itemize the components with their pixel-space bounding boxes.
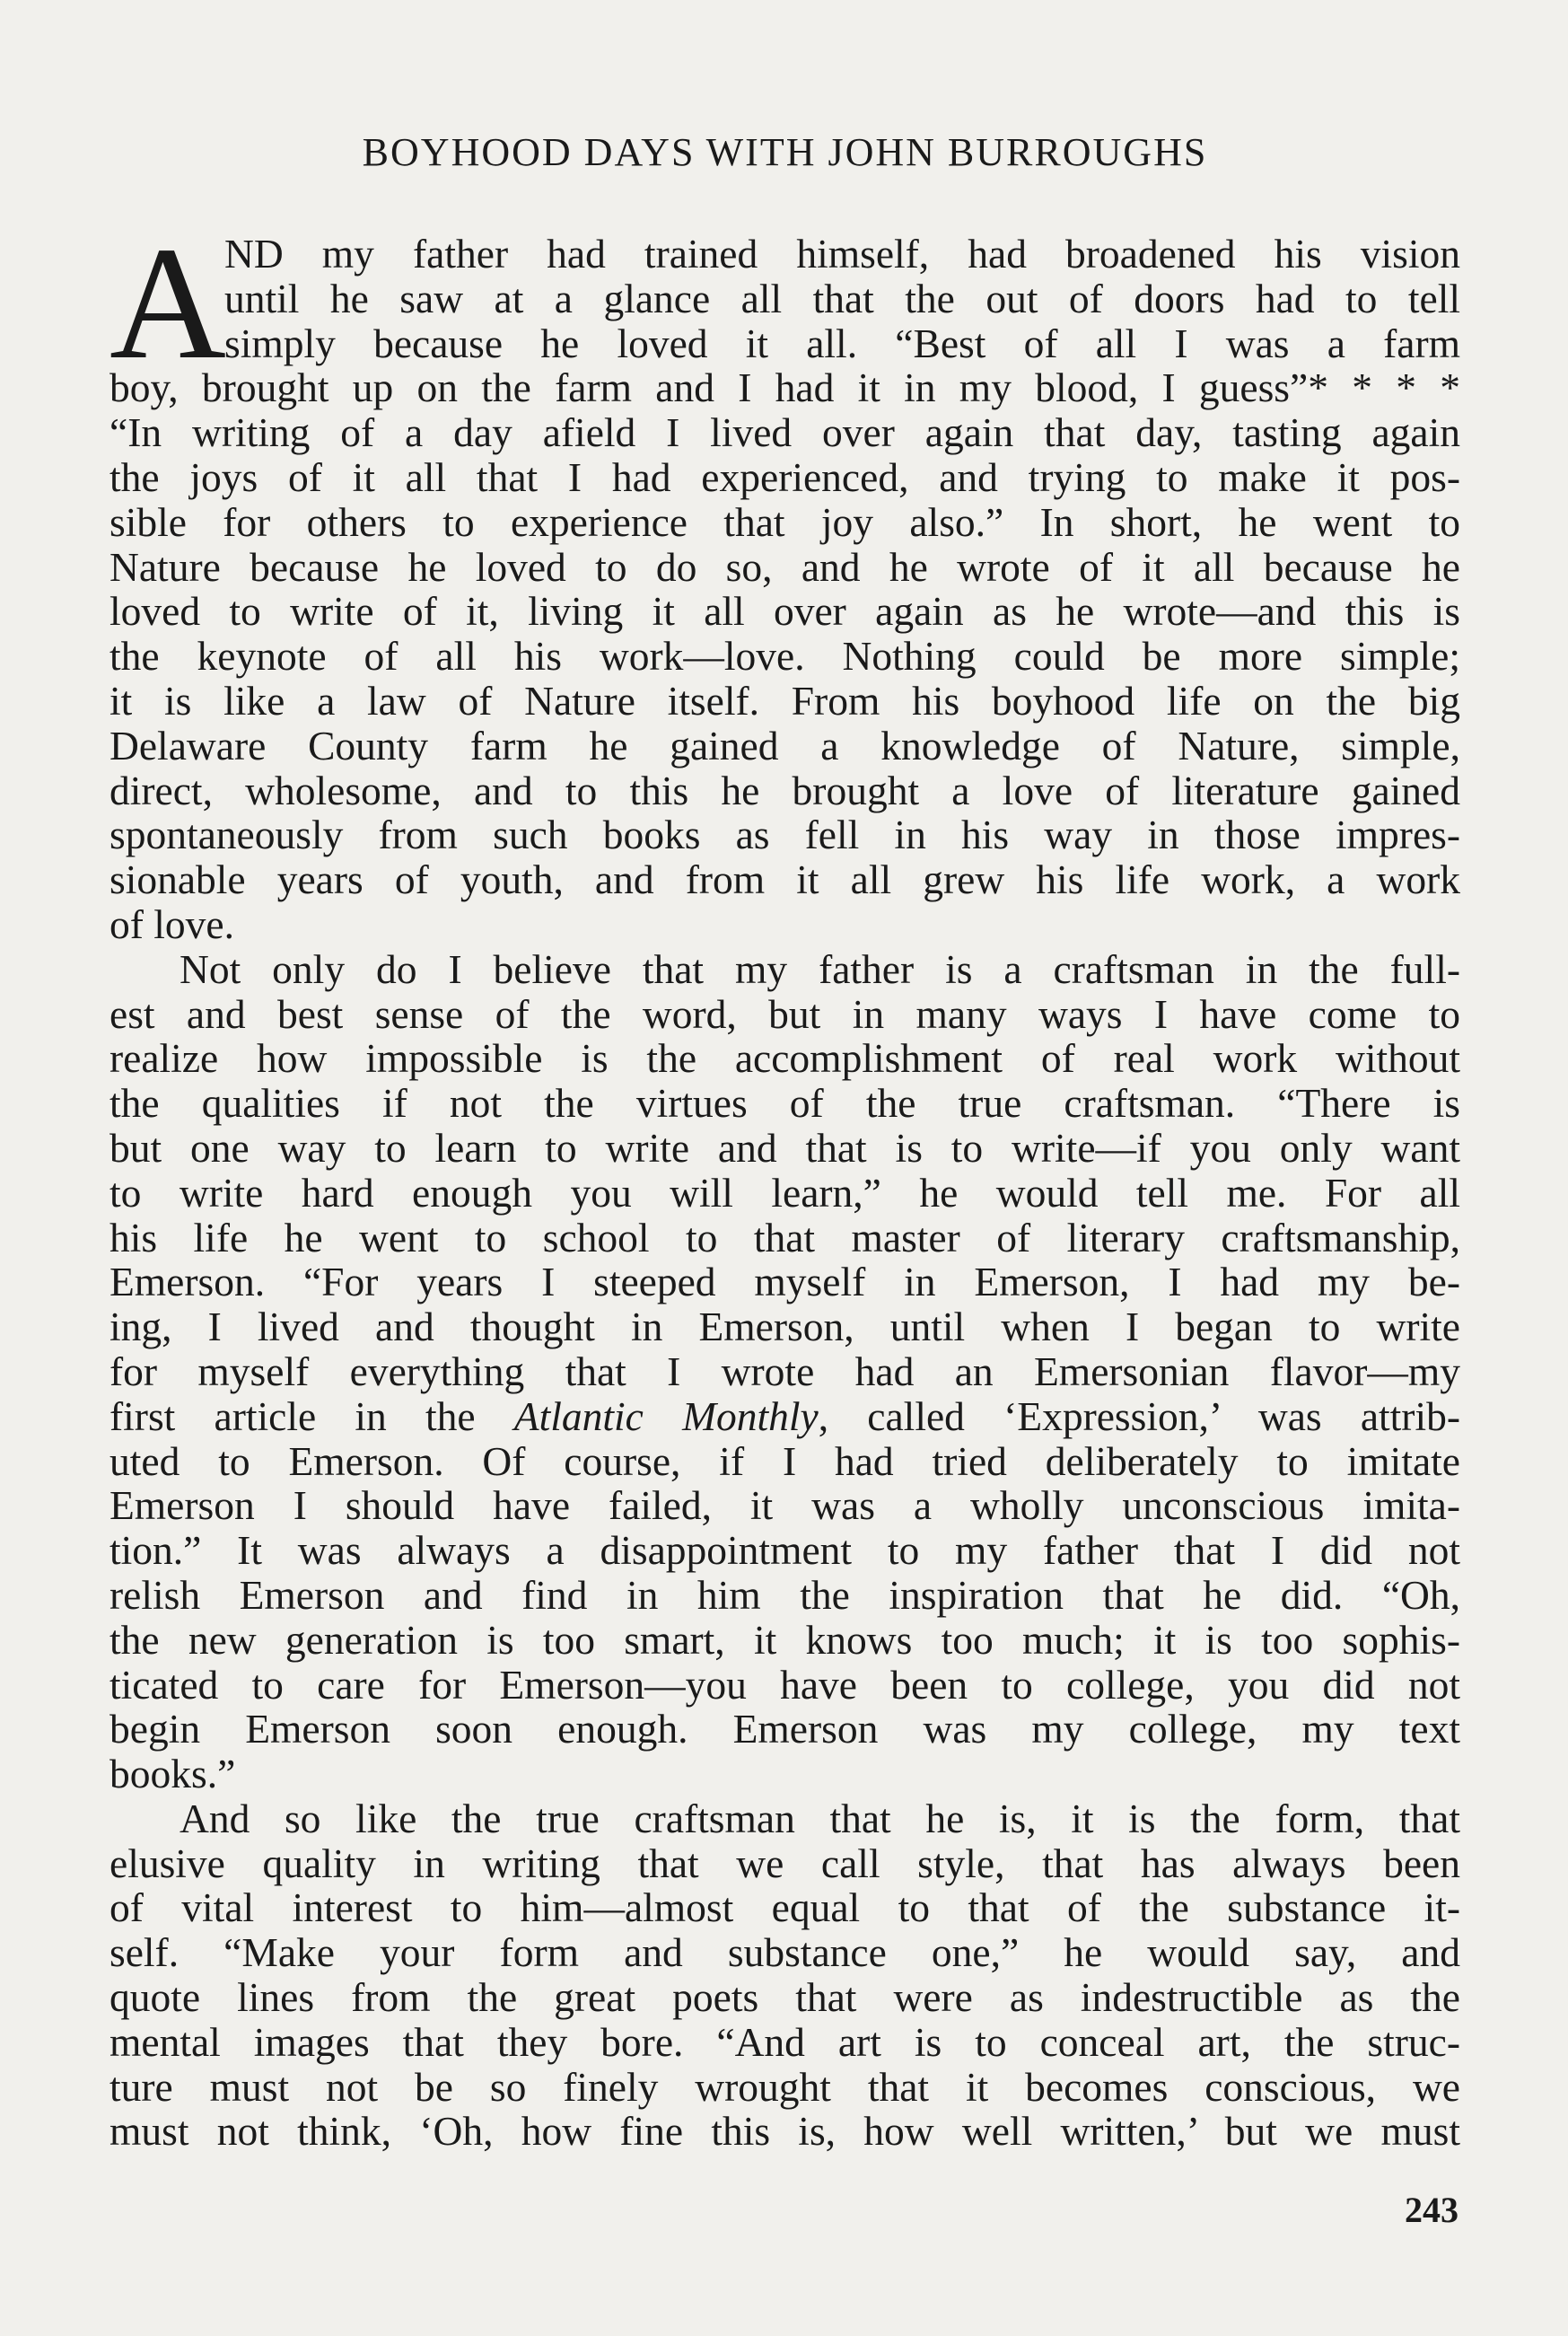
magazine-title: Atlantic Monthly xyxy=(513,1392,819,1439)
text-line: Emerson. “For years I steeped myself in Emerson, I had my be- xyxy=(109,1259,1460,1305)
text-line: sible for others to experience that joy also.” In short, he went to xyxy=(109,498,1460,545)
text-line: Nature because he loved to do so, and he wrote of it all because he xyxy=(109,543,1460,590)
text-line-with-italic xyxy=(109,1394,1460,1439)
text-line: the joys of it all that I had experienced, and trying to make it pos- xyxy=(109,453,1460,500)
text-line: spontaneously from such books as fell in his way in those impres- xyxy=(109,812,1460,858)
drop-cap: A xyxy=(109,214,226,392)
text-line: ture must not be so finely wrought that it becomes conscious, we xyxy=(109,2063,1460,2110)
text-line: his life he went to school to that master of literary craftsmanship, xyxy=(109,1214,1460,1260)
text-line: loved to write of it, living it all over again as he wrote—and this is xyxy=(109,588,1460,635)
text-line: tion.” It was always a disappointment to my father that I did not xyxy=(109,1527,1460,1574)
line-tail: , called ‘Expression,’ was attrib- xyxy=(818,1392,1460,1439)
text-line: realize how impossible is the accomplishment of real work without xyxy=(109,1035,1460,1082)
text-line: Emerson I should have failed, it was a wholly unconscious imita- xyxy=(109,1482,1460,1529)
text-line: simply because he loved it all. “Best of all I was a farm xyxy=(224,320,1460,366)
text-line: until he saw at a glance all that the out of doors had to tell xyxy=(224,275,1460,321)
text-line: ND my father had trained himself, had broadened his vision xyxy=(224,231,1460,277)
text-line: the new generation is too smart, it knows too much; it is too sophis- xyxy=(109,1616,1460,1663)
text-line: of vital interest to him—almost equal to that of the substance it- xyxy=(109,1884,1460,1931)
text-line: Delaware County farm he gained a knowledge of Nature, simple, xyxy=(109,722,1460,768)
text-line: for myself everything that I wrote had an Emersonian flavor—my xyxy=(109,1348,1460,1394)
text-line: it is like a law of Nature itself. From his boyhood life on the big xyxy=(109,677,1460,724)
text-line: of love. xyxy=(109,900,234,947)
body-text xyxy=(109,214,1460,2155)
text-line: quote lines from the great poets that were as indestructible as the xyxy=(109,1974,1460,2021)
text-line: ing, I lived and thought in Emerson, until when I began to write xyxy=(109,1304,1460,1350)
text-line: direct, wholesome, and to this he brought a love of literature gained xyxy=(109,767,1460,813)
text-line: elusive quality in writing that we call style, that has always been xyxy=(109,1840,1460,1886)
text-line: sionable years of youth, and from it all grew his life work, a work xyxy=(109,856,1460,903)
text-line: must not think, ‘Oh, how fine this is, how well written,’ but we must xyxy=(109,2108,1460,2155)
text-line: ticated to care for Emerson—you have been to college, you did not xyxy=(109,1661,1460,1708)
text-line: est and best sense of the word, but in many ways I have come to xyxy=(109,990,1460,1037)
text-line: “In writing of a day afield I lived over again that day, tasting again xyxy=(109,409,1460,456)
text-line: mental images that they bore. “And art is to conceal art, the struc- xyxy=(109,2018,1460,2065)
text-line: And so like the true craftsman that he is, it is the form, that xyxy=(180,1795,1460,1841)
text-line: relish Emerson and find in him the inspiration that he did. “Oh, xyxy=(109,1571,1460,1618)
line-head: first article in the xyxy=(109,1392,514,1439)
text-line: begin Emerson soon enough. Emerson was my college, my text xyxy=(109,1706,1460,1752)
text-line: but one way to learn to write and that is to write—if you only want xyxy=(109,1124,1460,1171)
text-line: self. “Make your form and substance one,” he would say, and xyxy=(109,1929,1460,1976)
text-line: boy, brought up on the farm and I had it in my blood, I guess”* * * * xyxy=(109,364,1460,411)
text-line: books.” xyxy=(109,1751,236,1797)
text-line: to write hard enough you will learn,” he would tell me. For all xyxy=(109,1169,1460,1216)
page-number: 243 xyxy=(1405,2190,1459,2230)
text-line: uted to Emerson. Of course, if I had tried deliberately to imitate xyxy=(109,1437,1460,1484)
running-title: BOYHOOD DAYS WITH JOHN BURROUGHS xyxy=(362,130,1208,174)
text-line: the keynote of all his work—love. Nothing could be more simple; xyxy=(109,633,1460,680)
text-line: the qualities if not the virtues of the true craftsman. “There is xyxy=(109,1080,1460,1127)
text-line: Not only do I believe that my father is a craftsman in the full- xyxy=(180,945,1460,992)
